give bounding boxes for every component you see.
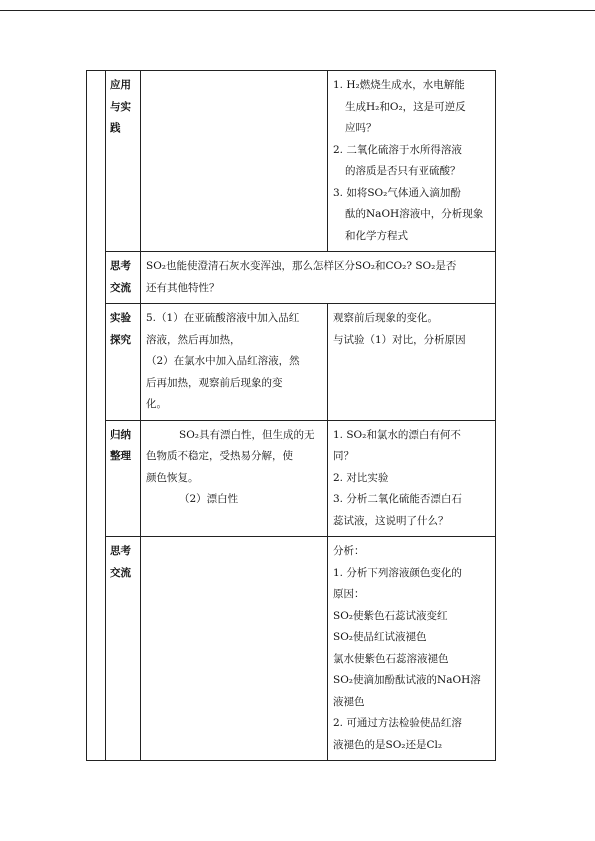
student-activity-cell (328, 304, 496, 421)
label-line: 与实 (110, 100, 131, 113)
text-line: SO₂使滴加酚酞试液的NaOH溶 (333, 674, 481, 686)
text-line: 分析： (333, 545, 365, 557)
page-top-rule (0, 10, 595, 11)
label-line: 交流 (110, 566, 131, 579)
text-line: 后再加热，观察前后现象的变 (146, 376, 283, 389)
text-line: 颜色恢复。 (146, 471, 199, 484)
text-line: （2）在氯水中加入品红溶液，然 (146, 355, 300, 367)
label-line: 归纳 (110, 428, 131, 441)
text-line: 溶液，然后再加热， (146, 333, 241, 346)
text-line: 化。 (146, 398, 167, 410)
table-row-discussion-2 (87, 537, 496, 761)
text-line: SO₂使品红试液褪色 (333, 631, 427, 643)
text-line: 色物质不稳定，受热易分解，使 (146, 450, 293, 462)
text-line: 液褪色的是SO₂还是Cl₂ (333, 738, 443, 751)
table-row-experiment (87, 304, 496, 421)
text-line: 1. H₂燃烧生成水，水电解能 (333, 79, 465, 91)
row-label (106, 537, 141, 761)
row-label (106, 71, 141, 252)
teacher-activity-cell (141, 71, 328, 252)
text-line: 与试验（1）对比，分析原因 (333, 333, 466, 346)
row-label (106, 420, 141, 537)
label-line: 应用 (110, 79, 131, 91)
lesson-plan-table (86, 70, 496, 761)
table-row-application (87, 71, 496, 252)
teacher-activity-cell (141, 420, 328, 537)
blank-left-column (87, 71, 106, 761)
student-activity-cell (328, 71, 496, 252)
text-line: 2. 可通过方法检验使品红溶 (333, 717, 462, 729)
text-line: 2. 二氧化硫溶于水所得溶液 (333, 143, 462, 156)
text-line: 应吗？ (345, 122, 377, 134)
text-line: 和化学方程式 (345, 229, 408, 242)
text-line: SO₂使紫色石蕊试液变红 (333, 609, 448, 622)
row-label (106, 304, 141, 421)
text-line: 生成H₂和O₂，这是可逆反 (345, 100, 466, 113)
text-line: 还有其他特性？ (146, 281, 220, 294)
text-line: 原因： (333, 588, 365, 600)
teacher-activity-cell (141, 537, 328, 761)
text-line: SO₂具有漂白性，但生成的无 (179, 428, 315, 441)
text-line: 同？ (333, 450, 354, 462)
teacher-activity-cell (141, 304, 328, 421)
merged-content-cell (141, 252, 496, 304)
text-line: 1. SO₂和氯水的漂白有何不 (333, 428, 461, 441)
text-line: 氯水使紫色石蕊溶液褪色 (333, 652, 449, 665)
text-line: 3. 如将SO₂气体通入滴加酚 (333, 186, 461, 199)
label-line: 交流 (110, 281, 131, 294)
text-line: （2）漂白性 (179, 493, 239, 505)
text-line: 蕊试液，这说明了什么？ (333, 514, 449, 527)
row-label (106, 252, 141, 304)
label-line: 整理 (110, 450, 131, 462)
text-line: 3. 分析二氧化硫能否漂白石 (333, 493, 462, 505)
table-row-discussion (87, 252, 496, 304)
label-line: 践 (110, 122, 121, 134)
label-line: 探究 (110, 333, 131, 346)
text-line: 观察前后现象的变化。 (333, 312, 438, 324)
label-line: 思考 (110, 545, 131, 557)
text-line: 1. 分析下列溶液颜色变化的 (333, 566, 462, 579)
text-line: 的溶质是否只有亚硫酸？ (345, 165, 461, 177)
text-line: SO₂也能使澄清石灰水变浑浊，那么怎样区分SO₂和CO₂? SO₂是否 (146, 260, 457, 272)
text-line: 2. 对比实验 (333, 471, 389, 484)
text-line: 酞的NaOH溶液中，分析现象 (345, 208, 484, 220)
text-line: 液褪色 (333, 695, 365, 708)
label-line: 实验 (110, 312, 131, 324)
text-line: 5.（1）在亚硫酸溶液中加入品红 (146, 312, 300, 324)
table-row-summary (87, 420, 496, 537)
label-line: 思考 (110, 260, 131, 272)
student-activity-cell (328, 537, 496, 761)
student-activity-cell (328, 420, 496, 537)
